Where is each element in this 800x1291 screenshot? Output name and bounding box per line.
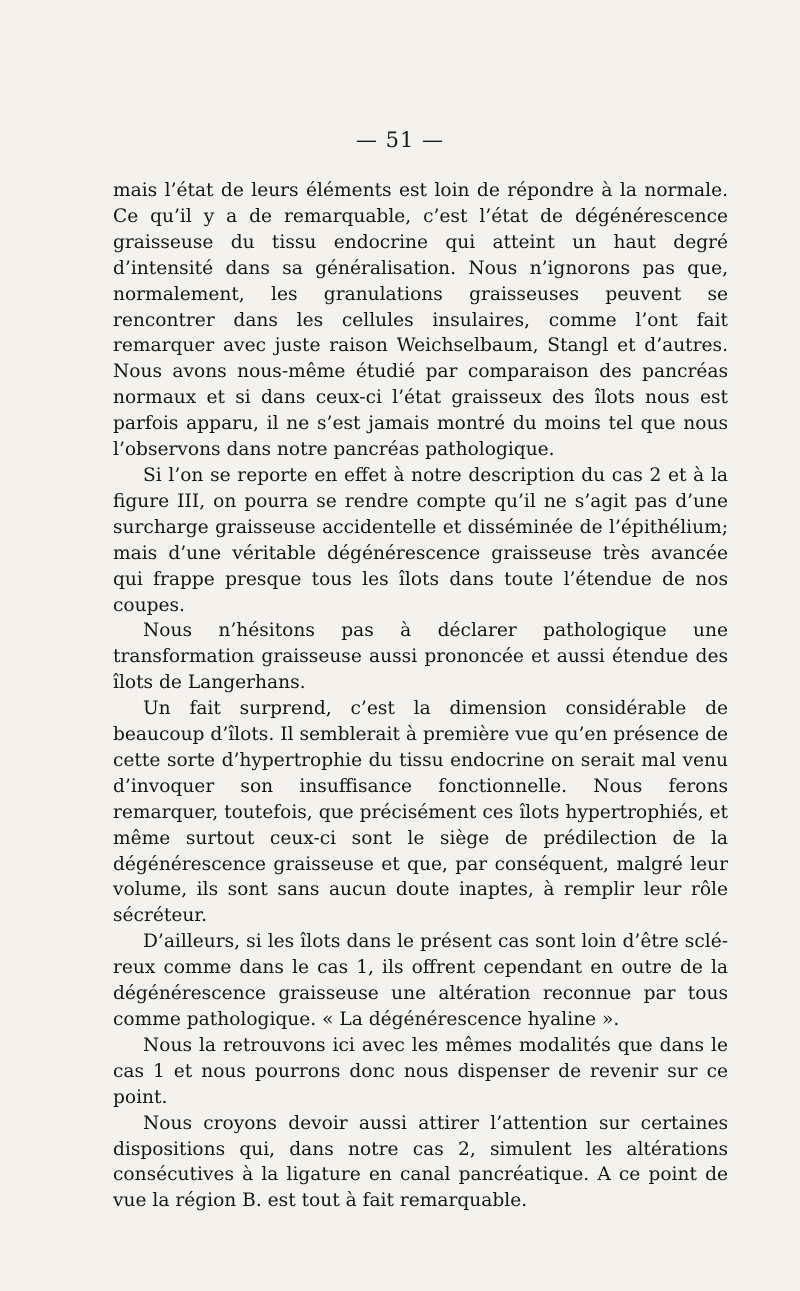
page-number: — 51 — bbox=[355, 128, 445, 152]
paragraph-6: Nous la retrouvons ici avec les mêmes modalités que dans le cas 1 et nous pourrons donc nous dispenser de revenir sur ce point. bbox=[113, 1034, 728, 1108]
paragraph-7: Nous croyons devoir aussi attirer l’attention sur certaines dispositions qui, dans notre cas 2, simulent les altérations consécutives à la ligature en canal pancréatique. A ce point de vue la région B. est tout à fait remarquable. bbox=[113, 1112, 728, 1212]
paragraph-5: D’ailleurs, si les îlots dans le présent cas sont loin d’être scléreux comme dans le cas 1, ils offrent cependant en outre de la dégénérescence graisseuse une altération reconnue par tous comme pathologique. « La dégénérescence hyaline ». bbox=[113, 931, 728, 1030]
paragraph-2: Si l’on se reporte en effet à notre description du cas 2 et à la figure III, on pourra se rendre compte qu’il ne s’agit pas d’une surcharge graisseuse accidentelle et disséminée de l’épithélium; mais d’une véritable dégénérescence graisseuse très avancée qui frappe presque tous les îlots dans toute l’étendue de nos coupes. bbox=[113, 464, 728, 616]
paragraph-4: Un fait surprend, c’est la dimension considérable de beaucoup d’îlots. Il semblerait à première vue qu’en présence de cette sorte d’hypertrophie du tissu endocrine on serait mal venu d’invoquer son insuffisance fonctionnelle. Nous ferons remarquer, toutefois, que précisément ces îlots hypertrophiés, et même surtout ceux-ci sont le siège de prédilection de la dégénérescence graisseuse et que, par conséquent, malgré leur volume, ils sont sans aucun doute inaptes, à remplir leur rôle sécréteur. bbox=[113, 698, 728, 927]
paragraph-3: Nous n’hésitons pas à déclarer pathologique une transformation graisseuse aussi prononcée et aussi étendue des îlots de Langerhans. bbox=[113, 620, 728, 694]
body-text bbox=[113, 178, 728, 1214]
paragraph-1: mais l’état de leurs éléments est loin de répondre à la normale. Ce qu’il y a de remarquable, c’est l’état de dégénérescence graisseuse du tissu endocrine qui atteint un haut degré d’intensité dans sa généralisation. Nous n’ignorons pas que, normalement, les granulations graisseuses peuvent se rencontrer dans les cellules insulaires, comme l’ont fait remarquer avec juste raison Weichselbaum, Stangl et d’autres. Nous avons nous-même étudié par comparaison des pancréas normaux et si dans ceux-ci l’état graisseux des îlots nous est parfois apparu, il ne s’est jamais montré du moins tel que nous l’observons dans notre pancréas pathologique. bbox=[113, 180, 728, 461]
